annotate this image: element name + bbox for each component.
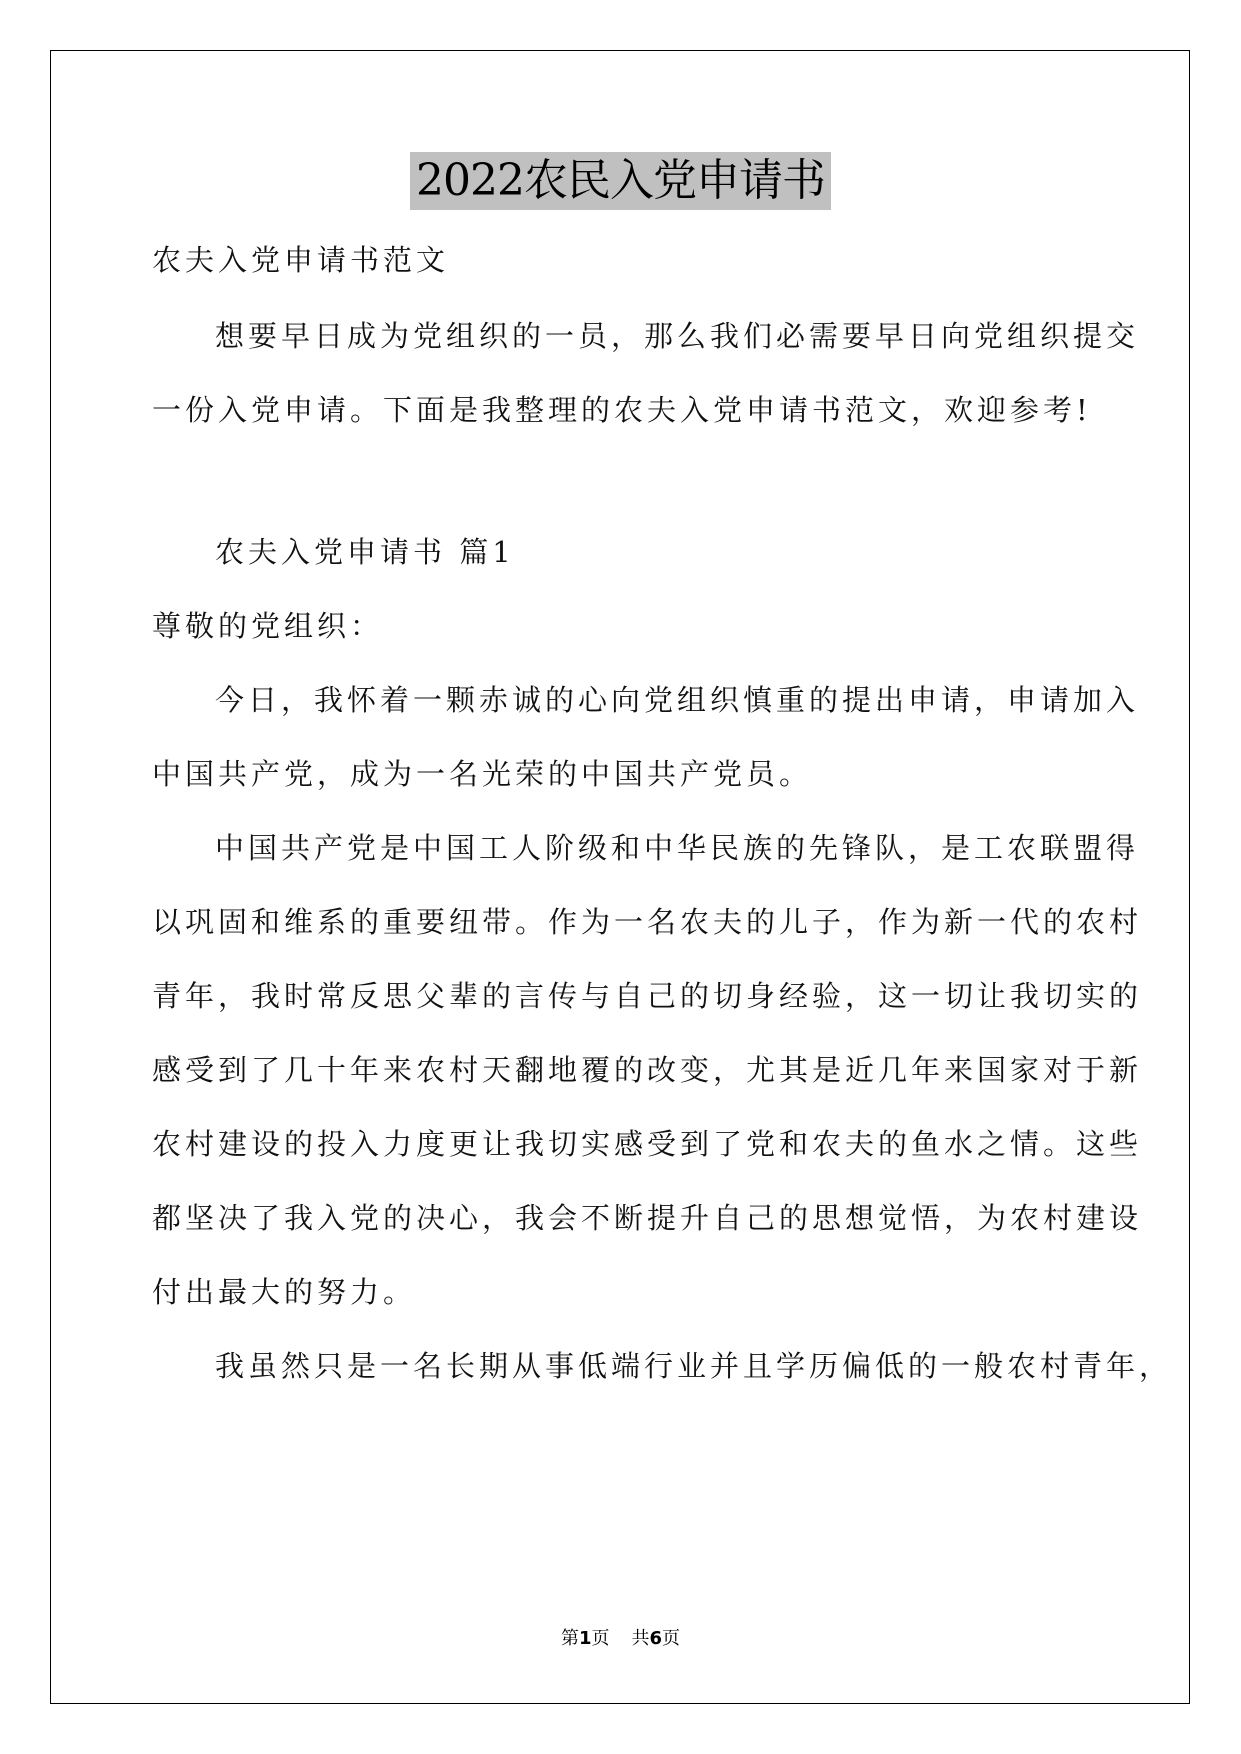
title-wrap	[0, 152, 1241, 210]
footer-total-prefix: 共	[631, 1628, 650, 1649]
document-subtitle: 农夫入党申请书范文	[152, 243, 450, 277]
footer-page-number: 1	[578, 1628, 592, 1649]
page-border	[50, 50, 1190, 1704]
paragraph2-line-1: 中国共产党是中国工人阶级和中华民族的先锋队，是工农联盟得	[215, 831, 1140, 865]
paragraph1-line-1: 今日，我怀着一颗赤诚的心向党组织慎重的提出申请，申请加入	[215, 683, 1140, 717]
page-footer	[0, 1624, 1241, 1650]
paragraph3-line-1: 我虽然只是一名长期从事低端行业并且学历偏低的一般农村青年，	[215, 1349, 1173, 1383]
paragraph1-line-2: 中国共产党，成为一名光荣的中国共产党员。	[152, 757, 813, 791]
intro-line-1: 想要早日成为党组织的一员，那么我们必需要早日向党组织提交	[215, 319, 1140, 353]
paragraph2-line-7: 付出最大的努力。	[152, 1275, 417, 1309]
footer-page-prefix: 第	[560, 1628, 579, 1649]
paragraph2-line-2: 以巩固和维系的重要纽带。作为一名农夫的儿子，作为新一代的农村	[152, 905, 1143, 939]
paragraph2-line-6: 都坚决了我入党的决心，我会不断提升自己的思想觉悟，为农村建设	[152, 1201, 1143, 1235]
intro-line-2: 一份入党申请。下面是我整理的农夫入党申请书范文，欢迎参考!	[152, 393, 1092, 427]
paragraph2-line-5: 农村建设的投入力度更让我切实感受到了党和农夫的鱼水之情。这些	[152, 1127, 1143, 1161]
paragraph2-line-3: 青年，我时常反思父辈的言传与自己的切身经验，这一切让我切实的	[152, 979, 1143, 1013]
footer-total-suffix: 页	[662, 1628, 681, 1649]
footer-page-suffix: 页	[591, 1628, 610, 1649]
paragraph2-line-4: 感受到了几十年来农村天翻地覆的改变，尤其是近几年来国家对于新	[152, 1053, 1143, 1087]
document-title: 2022农民入党申请书	[410, 152, 831, 210]
salutation: 尊敬的党组织：	[152, 609, 384, 643]
section-heading: 农夫入党申请书 篇1	[215, 535, 515, 569]
footer-total-pages: 6	[649, 1628, 663, 1649]
